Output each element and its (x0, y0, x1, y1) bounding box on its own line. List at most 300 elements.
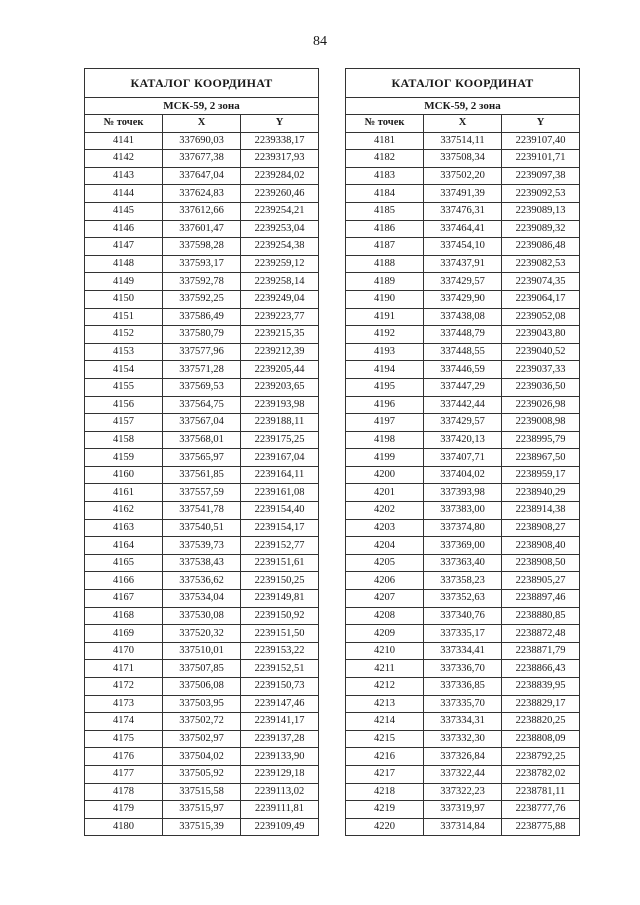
y-coordinate-cell: 2239008,98 (502, 414, 580, 432)
table-row (85, 572, 319, 590)
x-coordinate-cell: 337334,31 (424, 713, 502, 731)
x-coordinate-cell: 337580,79 (163, 326, 241, 344)
point-number-cell: 4216 (346, 748, 424, 766)
x-coordinate-cell: 337383,00 (424, 502, 502, 520)
y-coordinate-cell: 2239161,08 (241, 484, 319, 502)
y-coordinate-cell: 2239086,48 (502, 238, 580, 256)
table-row (85, 273, 319, 291)
table-row (346, 238, 580, 256)
y-coordinate-cell: 2239259,12 (241, 255, 319, 273)
point-number-cell: 4161 (85, 484, 163, 502)
y-coordinate-cell: 2238905,27 (502, 572, 580, 590)
coordinate-catalog-right (345, 68, 580, 836)
table-row (346, 554, 580, 572)
point-number-cell: 4218 (346, 783, 424, 801)
x-coordinate-cell: 337598,28 (163, 238, 241, 256)
table-row (346, 414, 580, 432)
x-coordinate-cell: 337540,51 (163, 519, 241, 537)
x-coordinate-cell: 337454,10 (424, 238, 502, 256)
y-coordinate-cell: 2238914,38 (502, 502, 580, 520)
x-coordinate-cell: 337407,71 (424, 449, 502, 467)
y-coordinate-cell: 2238908,50 (502, 554, 580, 572)
x-coordinate-cell: 337520,32 (163, 625, 241, 643)
table-row (346, 185, 580, 203)
y-coordinate-cell: 2238782,02 (502, 765, 580, 783)
table-row (85, 150, 319, 168)
x-coordinate-cell: 337429,90 (424, 290, 502, 308)
table-row (346, 519, 580, 537)
point-number-cell: 4212 (346, 678, 424, 696)
y-coordinate-cell: 2239082,53 (502, 255, 580, 273)
y-coordinate-cell: 2238839,95 (502, 678, 580, 696)
table-row (85, 695, 319, 713)
y-coordinate-cell: 2239089,13 (502, 202, 580, 220)
y-coordinate-cell: 2239141,17 (241, 713, 319, 731)
y-coordinate-cell: 2239097,38 (502, 167, 580, 185)
y-coordinate-cell: 2238872,48 (502, 625, 580, 643)
point-number-cell: 4192 (346, 326, 424, 344)
point-number-cell: 4203 (346, 519, 424, 537)
x-coordinate-cell: 337503,95 (163, 695, 241, 713)
y-coordinate-cell: 2239212,39 (241, 343, 319, 361)
point-number-cell: 4156 (85, 396, 163, 414)
x-coordinate-cell: 337624,83 (163, 185, 241, 203)
point-number-cell: 4141 (85, 132, 163, 150)
x-coordinate-cell: 337561,85 (163, 466, 241, 484)
y-coordinate-cell: 2238781,11 (502, 783, 580, 801)
y-coordinate-cell: 2238866,43 (502, 660, 580, 678)
y-coordinate-cell: 2239254,38 (241, 238, 319, 256)
table-row (85, 449, 319, 467)
x-coordinate-cell: 337586,49 (163, 308, 241, 326)
point-number-cell: 4183 (346, 167, 424, 185)
y-coordinate-cell: 2238820,25 (502, 713, 580, 731)
x-coordinate-cell: 337541,78 (163, 502, 241, 520)
table-row (346, 642, 580, 660)
x-coordinate-cell: 337502,20 (424, 167, 502, 185)
y-coordinate-cell: 2239026,98 (502, 396, 580, 414)
table-row (85, 484, 319, 502)
table-row (85, 590, 319, 608)
coordinate-system-label: МСК-59, 2 зона (346, 98, 580, 115)
y-coordinate-cell: 2238871,79 (502, 642, 580, 660)
x-coordinate-cell: 337336,85 (424, 678, 502, 696)
point-number-cell: 4213 (346, 695, 424, 713)
coordinate-system-label: МСК-59, 2 зона (85, 98, 319, 115)
y-coordinate-cell: 2239317,93 (241, 150, 319, 168)
x-coordinate-cell: 337335,70 (424, 695, 502, 713)
table-row (346, 449, 580, 467)
y-coordinate-cell: 2239164,11 (241, 466, 319, 484)
table-row (85, 783, 319, 801)
point-number-cell: 4143 (85, 167, 163, 185)
y-coordinate-cell: 2238959,17 (502, 466, 580, 484)
point-number-cell: 4210 (346, 642, 424, 660)
y-coordinate-cell: 2239167,04 (241, 449, 319, 467)
y-coordinate-cell: 2239147,46 (241, 695, 319, 713)
point-number-cell: 4182 (346, 150, 424, 168)
y-coordinate-cell: 2239052,08 (502, 308, 580, 326)
point-number-cell: 4206 (346, 572, 424, 590)
x-coordinate-cell: 337592,25 (163, 290, 241, 308)
x-coordinate-cell: 337437,91 (424, 255, 502, 273)
y-coordinate-cell: 2239152,77 (241, 537, 319, 555)
y-coordinate-cell: 2238775,88 (502, 818, 580, 836)
table-row (346, 290, 580, 308)
point-number-cell: 4199 (346, 449, 424, 467)
table-row (346, 572, 580, 590)
x-coordinate-cell: 337336,70 (424, 660, 502, 678)
table-row (85, 378, 319, 396)
y-coordinate-cell: 2239203,65 (241, 378, 319, 396)
x-coordinate-cell: 337577,96 (163, 343, 241, 361)
y-coordinate-cell: 2239137,28 (241, 730, 319, 748)
table-row (346, 150, 580, 168)
column-header-x: X (163, 115, 241, 133)
table-row (85, 326, 319, 344)
point-number-cell: 4166 (85, 572, 163, 590)
x-coordinate-cell: 337538,43 (163, 554, 241, 572)
point-number-cell: 4149 (85, 273, 163, 291)
table-row (346, 660, 580, 678)
point-number-cell: 4173 (85, 695, 163, 713)
y-coordinate-cell: 2239109,49 (241, 818, 319, 836)
y-coordinate-cell: 2239129,18 (241, 765, 319, 783)
point-number-cell: 4150 (85, 290, 163, 308)
x-coordinate-cell: 337504,02 (163, 748, 241, 766)
x-coordinate-cell: 337369,00 (424, 537, 502, 555)
y-coordinate-cell: 2239258,14 (241, 273, 319, 291)
y-coordinate-cell: 2238967,50 (502, 449, 580, 467)
y-coordinate-cell: 2239260,46 (241, 185, 319, 203)
point-number-cell: 4220 (346, 818, 424, 836)
table-row (85, 343, 319, 361)
y-coordinate-cell: 2239153,22 (241, 642, 319, 660)
point-number-cell: 4146 (85, 220, 163, 238)
y-coordinate-cell: 2239064,17 (502, 290, 580, 308)
y-coordinate-cell: 2239253,04 (241, 220, 319, 238)
x-coordinate-cell: 337530,08 (163, 607, 241, 625)
point-number-cell: 4197 (346, 414, 424, 432)
x-coordinate-cell: 337536,62 (163, 572, 241, 590)
point-number-cell: 4172 (85, 678, 163, 696)
table-row (346, 255, 580, 273)
x-coordinate-cell: 337314,84 (424, 818, 502, 836)
table-row (346, 361, 580, 379)
x-coordinate-cell: 337429,57 (424, 273, 502, 291)
x-coordinate-cell: 337515,97 (163, 801, 241, 819)
table-row (346, 167, 580, 185)
column-header-point-number: № точек (85, 115, 163, 133)
y-coordinate-cell: 2238829,17 (502, 695, 580, 713)
point-number-cell: 4165 (85, 554, 163, 572)
y-coordinate-cell: 2239107,40 (502, 132, 580, 150)
table-row (85, 818, 319, 836)
x-coordinate-cell: 337446,59 (424, 361, 502, 379)
x-coordinate-cell: 337476,31 (424, 202, 502, 220)
point-number-cell: 4167 (85, 590, 163, 608)
table-row (85, 730, 319, 748)
table-row (85, 290, 319, 308)
table-row (346, 484, 580, 502)
y-coordinate-cell: 2239188,11 (241, 414, 319, 432)
y-coordinate-cell: 2239133,90 (241, 748, 319, 766)
y-coordinate-cell: 2239074,35 (502, 273, 580, 291)
y-coordinate-cell: 2238808,09 (502, 730, 580, 748)
table-row (346, 713, 580, 731)
point-number-cell: 4158 (85, 431, 163, 449)
table-row (346, 396, 580, 414)
table-row (85, 537, 319, 555)
point-number-cell: 4195 (346, 378, 424, 396)
x-coordinate-cell: 337322,44 (424, 765, 502, 783)
table-row (85, 678, 319, 696)
table-row (85, 519, 319, 537)
x-coordinate-cell: 337322,23 (424, 783, 502, 801)
y-coordinate-cell: 2239101,71 (502, 150, 580, 168)
table-row (85, 625, 319, 643)
table-row (346, 343, 580, 361)
x-coordinate-cell: 337677,38 (163, 150, 241, 168)
point-number-cell: 4144 (85, 185, 163, 203)
y-coordinate-cell: 2239284,02 (241, 167, 319, 185)
table-row (85, 765, 319, 783)
point-number-cell: 4204 (346, 537, 424, 555)
x-coordinate-cell: 337505,92 (163, 765, 241, 783)
x-coordinate-cell: 337568,01 (163, 431, 241, 449)
table-row (85, 713, 319, 731)
point-number-cell: 4175 (85, 730, 163, 748)
y-coordinate-cell: 2239040,52 (502, 343, 580, 361)
y-coordinate-cell: 2239249,04 (241, 290, 319, 308)
table-row (85, 554, 319, 572)
table-row (85, 202, 319, 220)
y-coordinate-cell: 2238940,29 (502, 484, 580, 502)
y-coordinate-cell: 2238777,76 (502, 801, 580, 819)
x-coordinate-cell: 337340,76 (424, 607, 502, 625)
table-row (85, 396, 319, 414)
y-coordinate-cell: 2239215,35 (241, 326, 319, 344)
point-number-cell: 4193 (346, 343, 424, 361)
y-coordinate-cell: 2239113,02 (241, 783, 319, 801)
table-row (346, 678, 580, 696)
table-row (85, 255, 319, 273)
y-coordinate-cell: 2239089,32 (502, 220, 580, 238)
point-number-cell: 4176 (85, 748, 163, 766)
point-number-cell: 4142 (85, 150, 163, 168)
x-coordinate-cell: 337326,84 (424, 748, 502, 766)
x-coordinate-cell: 337571,28 (163, 361, 241, 379)
y-coordinate-cell: 2238897,46 (502, 590, 580, 608)
x-coordinate-cell: 337515,39 (163, 818, 241, 836)
point-number-cell: 4185 (346, 202, 424, 220)
table-row (346, 730, 580, 748)
point-number-cell: 4145 (85, 202, 163, 220)
table-row (346, 132, 580, 150)
page-number: 84 (313, 34, 327, 49)
catalog-title: КАТАЛОГ КООРДИНАТ (85, 69, 319, 98)
x-coordinate-cell: 337352,63 (424, 590, 502, 608)
x-coordinate-cell: 337404,02 (424, 466, 502, 484)
y-coordinate-cell: 2239037,33 (502, 361, 580, 379)
x-coordinate-cell: 337393,98 (424, 484, 502, 502)
y-coordinate-cell: 2239338,17 (241, 132, 319, 150)
table-row (85, 220, 319, 238)
table-row (346, 537, 580, 555)
table-row (346, 625, 580, 643)
table-row (346, 220, 580, 238)
table-row (346, 273, 580, 291)
table-row (346, 502, 580, 520)
x-coordinate-cell: 337557,59 (163, 484, 241, 502)
point-number-cell: 4219 (346, 801, 424, 819)
y-coordinate-cell: 2239205,44 (241, 361, 319, 379)
x-coordinate-cell: 337464,41 (424, 220, 502, 238)
y-coordinate-cell: 2239150,92 (241, 607, 319, 625)
y-coordinate-cell: 2238792,25 (502, 748, 580, 766)
y-coordinate-cell: 2238908,40 (502, 537, 580, 555)
point-number-cell: 4201 (346, 484, 424, 502)
point-number-cell: 4202 (346, 502, 424, 520)
point-number-cell: 4194 (346, 361, 424, 379)
coordinate-catalog-left (84, 68, 319, 836)
point-number-cell: 4154 (85, 361, 163, 379)
table-row (85, 466, 319, 484)
table-row (346, 590, 580, 608)
y-coordinate-cell: 2239223,77 (241, 308, 319, 326)
point-number-cell: 4208 (346, 607, 424, 625)
point-number-cell: 4191 (346, 308, 424, 326)
point-number-cell: 4171 (85, 660, 163, 678)
x-coordinate-cell: 337442,44 (424, 396, 502, 414)
point-number-cell: 4148 (85, 255, 163, 273)
point-number-cell: 4152 (85, 326, 163, 344)
y-coordinate-cell: 2239111,81 (241, 801, 319, 819)
point-number-cell: 4160 (85, 466, 163, 484)
x-coordinate-cell: 337565,97 (163, 449, 241, 467)
point-number-cell: 4159 (85, 449, 163, 467)
x-coordinate-cell: 337567,04 (163, 414, 241, 432)
table-row (85, 308, 319, 326)
point-number-cell: 4155 (85, 378, 163, 396)
x-coordinate-cell: 337514,11 (424, 132, 502, 150)
point-number-cell: 4200 (346, 466, 424, 484)
point-number-cell: 4169 (85, 625, 163, 643)
table-row (346, 695, 580, 713)
table-row (346, 607, 580, 625)
table-row (85, 642, 319, 660)
table-row (85, 238, 319, 256)
table-row (85, 132, 319, 150)
column-header-x: X (424, 115, 502, 133)
table-row (85, 748, 319, 766)
x-coordinate-cell: 337363,40 (424, 554, 502, 572)
y-coordinate-cell: 2239154,17 (241, 519, 319, 537)
point-number-cell: 4215 (346, 730, 424, 748)
x-coordinate-cell: 337690,03 (163, 132, 241, 150)
column-header-point-number: № точек (346, 115, 424, 133)
table-row (85, 801, 319, 819)
point-number-cell: 4198 (346, 431, 424, 449)
point-number-cell: 4189 (346, 273, 424, 291)
point-number-cell: 4187 (346, 238, 424, 256)
y-coordinate-cell: 2239154,40 (241, 502, 319, 520)
point-number-cell: 4207 (346, 590, 424, 608)
point-number-cell: 4196 (346, 396, 424, 414)
x-coordinate-cell: 337448,55 (424, 343, 502, 361)
table-row (85, 607, 319, 625)
column-header-y: Y (241, 115, 319, 133)
x-coordinate-cell: 337593,17 (163, 255, 241, 273)
table-row (346, 765, 580, 783)
point-number-cell: 4157 (85, 414, 163, 432)
y-coordinate-cell: 2239151,50 (241, 625, 319, 643)
point-number-cell: 4217 (346, 765, 424, 783)
table-row (346, 748, 580, 766)
table-row (346, 326, 580, 344)
table-row (346, 308, 580, 326)
x-coordinate-cell: 337647,04 (163, 167, 241, 185)
table-row (346, 378, 580, 396)
table-row (85, 431, 319, 449)
point-number-cell: 4163 (85, 519, 163, 537)
point-number-cell: 4162 (85, 502, 163, 520)
table-row (346, 431, 580, 449)
point-number-cell: 4186 (346, 220, 424, 238)
point-number-cell: 4205 (346, 554, 424, 572)
y-coordinate-cell: 2239254,21 (241, 202, 319, 220)
y-coordinate-cell: 2239092,53 (502, 185, 580, 203)
x-coordinate-cell: 337332,30 (424, 730, 502, 748)
x-coordinate-cell: 337510,01 (163, 642, 241, 660)
x-coordinate-cell: 337420,13 (424, 431, 502, 449)
point-number-cell: 4147 (85, 238, 163, 256)
y-coordinate-cell: 2239149,81 (241, 590, 319, 608)
x-coordinate-cell: 337447,29 (424, 378, 502, 396)
point-number-cell: 4211 (346, 660, 424, 678)
x-coordinate-cell: 337515,58 (163, 783, 241, 801)
point-number-cell: 4181 (346, 132, 424, 150)
y-coordinate-cell: 2239151,61 (241, 554, 319, 572)
x-coordinate-cell: 337491,39 (424, 185, 502, 203)
x-coordinate-cell: 337334,41 (424, 642, 502, 660)
x-coordinate-cell: 337448,79 (424, 326, 502, 344)
point-number-cell: 4174 (85, 713, 163, 731)
y-coordinate-cell: 2239150,25 (241, 572, 319, 590)
table-row (85, 361, 319, 379)
point-number-cell: 4170 (85, 642, 163, 660)
x-coordinate-cell: 337502,72 (163, 713, 241, 731)
point-number-cell: 4179 (85, 801, 163, 819)
y-coordinate-cell: 2238880,85 (502, 607, 580, 625)
y-coordinate-cell: 2239175,25 (241, 431, 319, 449)
catalog-title: КАТАЛОГ КООРДИНАТ (346, 69, 580, 98)
x-coordinate-cell: 337438,08 (424, 308, 502, 326)
point-number-cell: 4168 (85, 607, 163, 625)
x-coordinate-cell: 337601,47 (163, 220, 241, 238)
point-number-cell: 4177 (85, 765, 163, 783)
point-number-cell: 4151 (85, 308, 163, 326)
x-coordinate-cell: 337612,66 (163, 202, 241, 220)
x-coordinate-cell: 337564,75 (163, 396, 241, 414)
table-row (85, 185, 319, 203)
table-row (346, 202, 580, 220)
x-coordinate-cell: 337374,80 (424, 519, 502, 537)
table-row (346, 783, 580, 801)
point-number-cell: 4164 (85, 537, 163, 555)
x-coordinate-cell: 337534,04 (163, 590, 241, 608)
y-coordinate-cell: 2239193,98 (241, 396, 319, 414)
